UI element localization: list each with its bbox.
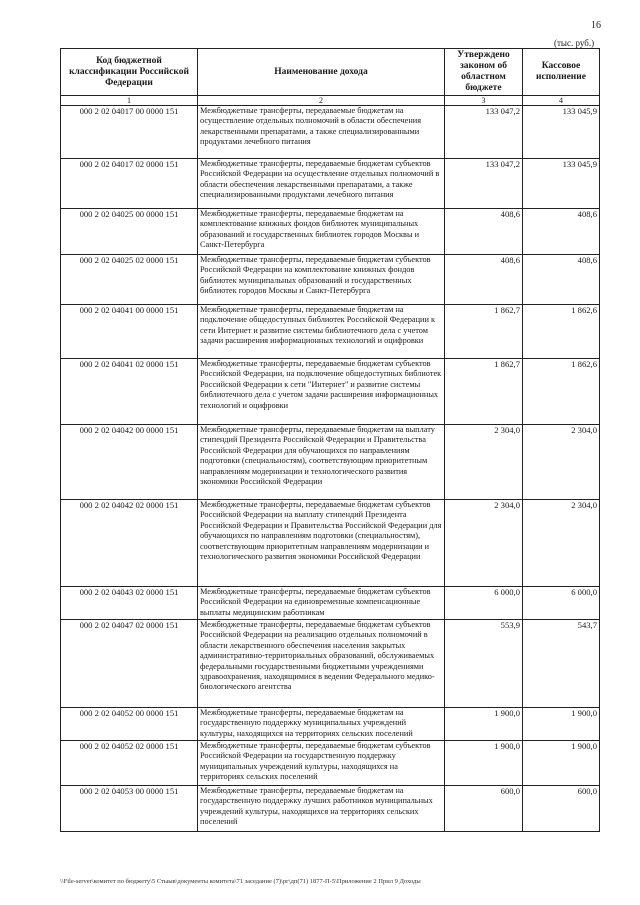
header-executed: Кассовое исполнение (523, 49, 600, 96)
row-code: 000 2 02 04053 00 0000 151 (61, 786, 198, 832)
table-row (61, 587, 600, 620)
row-name: Межбюджетные трансферты, передаваемые бюджетам на комплектование книжных фондов библиотек муниципальных образований и государственных библиотек городов Москвы и Санкт-Петербурга (198, 209, 445, 255)
row-executed: 600,0 (523, 786, 600, 832)
table-row (61, 741, 600, 786)
table-row (61, 500, 600, 587)
row-name: Межбюджетные трансферты, передаваемые бюджетам субъектов Российской Федерации на единовременные компенсационные выплаты медицинским работникам (198, 587, 445, 620)
units-label: (тыс. руб.) (554, 38, 595, 48)
column-number: 3 (445, 96, 523, 106)
row-approved: 1 900,0 (445, 708, 523, 741)
row-executed: 408,6 (523, 255, 600, 305)
row-name: Межбюджетные трансферты, передаваемые бюджетам на выплату стипендий Президента Российской Федерации и Правительства Российской Федерации для обучающихся по направлениям подготовки (специальностям), соответствующим приоритетным направлениям модернизации и технологического развития экономики Российской Федерации (198, 425, 445, 500)
row-executed: 1 862,6 (523, 359, 600, 425)
row-name: Межбюджетные трансферты, передаваемые бюджетам субъектов Российской Федерации, на подключение общедоступных библиотек Российской Федерации к сети "Интернет" и развитие системы библиотечного дела с учетом задачи расширения информационных технологий и оцифровки (198, 359, 445, 425)
header-name: Наименование дохода (198, 49, 445, 96)
row-name: Межбюджетные трансферты, передаваемые бюджетам субъектов Российской Федерации на осуществление отдельных полномочий в области обеспечения лекарственными препаратами, а также специализированными продуктами лечебного питания (198, 159, 445, 209)
column-number: 2 (198, 96, 445, 106)
row-code: 000 2 02 04042 00 0000 151 (61, 425, 198, 500)
page-number: 16 (591, 20, 601, 31)
row-approved: 1 862,7 (445, 305, 523, 359)
row-executed: 408,6 (523, 209, 600, 255)
row-code: 000 2 02 04041 00 0000 151 (61, 305, 198, 359)
row-name: Межбюджетные трансферты, передаваемые бюджетам субъектов Российской Федерации на государственную поддержку муниципальных учреждений культуры, находящихся на территориях сельских поселений (198, 741, 445, 786)
row-approved: 553,9 (445, 620, 523, 708)
row-executed: 133 045,9 (523, 159, 600, 209)
table-row (61, 425, 600, 500)
table-row (61, 305, 600, 359)
table-row (61, 786, 600, 832)
table-row (61, 106, 600, 159)
table-row (61, 620, 600, 708)
table-row (61, 255, 600, 305)
row-code: 000 2 02 04047 02 0000 151 (61, 620, 198, 708)
row-code: 000 2 02 04025 02 0000 151 (61, 255, 198, 305)
column-number: 1 (61, 96, 198, 106)
revenue-table (60, 48, 600, 832)
row-name: Межбюджетные трансферты, передаваемые бюджетам субъектов Российской Федерации на реализацию отдельных полномочий в области лекарственного обеспечения населения закрытых административно-территориальных образований, обслуживаемых федеральными государственными бюджетными учреждениями здравоохранения, находящимися в ведении Федерального медико-биологического агентства (198, 620, 445, 708)
row-executed: 1 900,0 (523, 708, 600, 741)
row-code: 000 2 02 04043 02 0000 151 (61, 587, 198, 620)
row-name: Межбюджетные трансферты, передаваемые бюджетам субъектов Российской Федерации на выплату стипендий Президента Российской Федерации и Правительства Российской Федерации для обучающихся по направлениям подготовки (специальностям), соответствующим приоритетным направлениям модернизации и технологического развития экономики Российской Федерации (198, 500, 445, 587)
row-code: 000 2 02 04042 02 0000 151 (61, 500, 198, 587)
table-row (61, 209, 600, 255)
row-code: 000 2 02 04025 00 0000 151 (61, 209, 198, 255)
row-name: Межбюджетные трансферты, передаваемые бюджетам на осуществление отдельных полномочий в области обеспечения лекарственными препаратами, а также специализированными продуктами лечебного питания (198, 106, 445, 159)
row-approved: 600,0 (445, 786, 523, 832)
column-number: 4 (523, 96, 600, 106)
row-name: Межбюджетные трансферты, передаваемые бюджетам на государственную поддержку лучших работников муниципальных учреждений культуры, находящихся на территориях сельских поселений (198, 786, 445, 832)
file-path-footer: \\File-server\комитет по бюджету\5 Стыыв\документы комитета\71 заседание (7)\рг\дп(71) 1877-П-5\Приложение 2 Прил 9 Доходы (60, 878, 421, 885)
row-executed: 1 862,6 (523, 305, 600, 359)
row-code: 000 2 02 04017 02 0000 151 (61, 159, 198, 209)
row-approved: 2 304,0 (445, 425, 523, 500)
column-number-row (61, 96, 600, 106)
table-row (61, 159, 600, 209)
header-approved: Утверждено законом об областном бюджете (445, 49, 523, 96)
row-approved: 133 047,2 (445, 159, 523, 209)
row-approved: 6 000,0 (445, 587, 523, 620)
row-name: Межбюджетные трансферты, передаваемые бюджетам на подключение общедоступных библиотек Российской Федерации к сети Интернет и развитие системы библиотечного дела с учетом задачи расширения информационных технологий и оцифровки (198, 305, 445, 359)
row-approved: 408,6 (445, 209, 523, 255)
row-code: 000 2 02 04017 00 0000 151 (61, 106, 198, 159)
row-approved: 2 304,0 (445, 500, 523, 587)
row-executed: 133 045,9 (523, 106, 600, 159)
row-approved: 408,6 (445, 255, 523, 305)
row-approved: 1 862,7 (445, 359, 523, 425)
row-executed: 2 304,0 (523, 425, 600, 500)
row-executed: 543,7 (523, 620, 600, 708)
header-code: Код бюджетной классификации Российской Федерации (61, 49, 198, 96)
row-approved: 1 900,0 (445, 741, 523, 786)
row-executed: 6 000,0 (523, 587, 600, 620)
row-executed: 2 304,0 (523, 500, 600, 587)
row-code: 000 2 02 04041 02 0000 151 (61, 359, 198, 425)
row-code: 000 2 02 04052 00 0000 151 (61, 708, 198, 741)
row-name: Межбюджетные трансферты, передаваемые бюджетам субъектов Российской Федерации на комплектование книжных фондов библиотек муниципальных образований и государственных библиотек городов Москвы и Санкт-Петербурга (198, 255, 445, 305)
row-approved: 133 047,2 (445, 106, 523, 159)
row-executed: 1 900,0 (523, 741, 600, 786)
table-row (61, 708, 600, 741)
table-row (61, 359, 600, 425)
row-code: 000 2 02 04052 02 0000 151 (61, 741, 198, 786)
table-header-row (61, 49, 600, 96)
row-name: Межбюджетные трансферты, передаваемые бюджетам на государственную поддержку муниципальных учреждений культуры, находящихся на территориях сельских поселений (198, 708, 445, 741)
